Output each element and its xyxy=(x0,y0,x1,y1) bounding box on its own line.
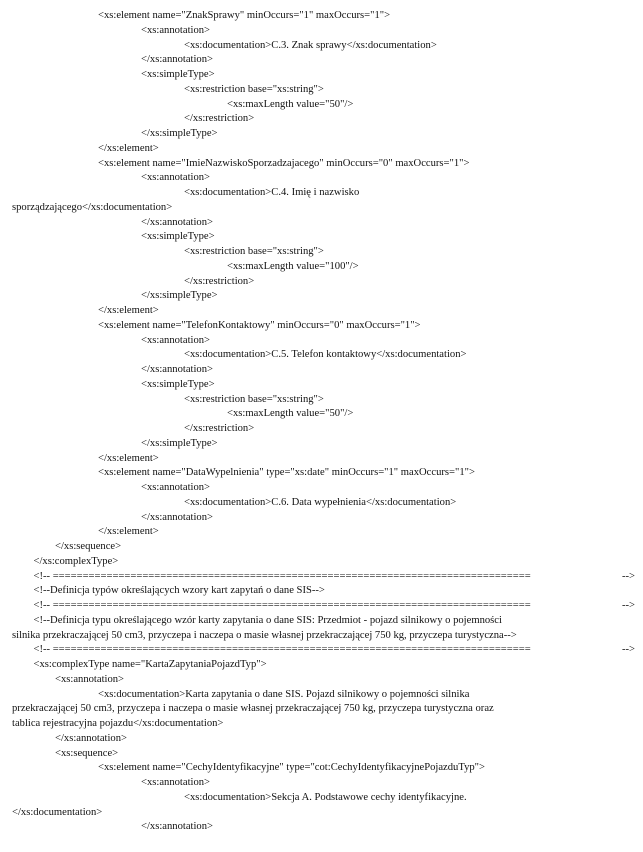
code-line: <xs:documentation>Sekcja A. Podstawowe cechy identyfikacyjne. xyxy=(184,791,467,803)
code-line: <xs:documentation>C.3. Znak sprawy</xs:documentation> xyxy=(184,39,437,51)
code-line: </xs:element> xyxy=(98,526,159,538)
code-line: </xs:simpleType> xyxy=(141,437,218,449)
code-line: <xs:annotation> xyxy=(141,482,211,493)
code-line: <xs:restriction base="xs:string"> xyxy=(184,83,324,95)
code-line: </xs:annotation> xyxy=(141,54,213,66)
code-line: </xs:simpleType> xyxy=(141,290,218,302)
code-line: </xs:restriction> xyxy=(184,275,255,287)
code-line: <xs:documentation>C.5. Telefon kontaktowy</xs:documentation> xyxy=(184,349,467,361)
code-line: przekraczającej 50 cm3, przyczepa i naczepa o masie własnej przekraczającej 750 kg, przyczepa turystyczna oraz xyxy=(12,703,494,715)
code-line: <!--Definicja typu określającego wzór karty zapytania o dane SIS: Przedmiot - pojazd silnikowy o pojemności xyxy=(33,614,502,626)
code-line: <xs:element name="DataWypelnienia" type="xs:date" minOccurs="1" maxOccurs="1"> xyxy=(98,467,475,479)
code-line: <!--Definicja typów określających wzory kart zapytań o dane SIS--> xyxy=(33,585,325,597)
code-line: </xs:restriction> xyxy=(184,423,255,434)
comment-separator: <!-- ================================================================================ xyxy=(33,570,531,582)
code-line: <xs:annotation> xyxy=(55,673,125,685)
code-line: </xs:complexType> xyxy=(33,555,119,567)
code-line xyxy=(34,599,636,614)
code-line: </xs:element> xyxy=(98,305,159,316)
code-line: </xs:restriction> xyxy=(184,113,255,125)
comment-close: --> xyxy=(621,644,635,656)
code-line: sporządzającego</xs:documentation> xyxy=(12,201,173,213)
code-line: <xs:sequence> xyxy=(55,747,119,759)
code-line: <xs:complexType name="KartaZapytaniaPojazdTyp"> xyxy=(33,659,267,670)
code-line: <xs:element name="ZnakSprawy" minOccurs="1" maxOccurs="1"> xyxy=(98,10,391,21)
comment-close: --> xyxy=(621,570,635,582)
code-line: <xs:documentation>C.6. Data wypełnienia</xs:documentation> xyxy=(184,496,457,508)
code-line: </xs:documentation> xyxy=(12,806,103,818)
code-line: <xs:restriction base="xs:string"> xyxy=(184,393,324,405)
code-line: </xs:element> xyxy=(98,452,159,464)
code-line: </xs:sequence> xyxy=(55,541,122,552)
code-line: <xs:maxLength value="50"/> xyxy=(227,98,354,110)
code-line xyxy=(34,643,636,658)
comment-close: --> xyxy=(621,600,635,611)
code-line: <xs:element name="ImieNazwiskoSporzadzajacego" minOccurs="0" maxOccurs="1"> xyxy=(98,157,470,169)
code-line: </xs:simpleType> xyxy=(141,128,218,139)
code-line: silnika przekraczającej 50 cm3, przyczepa i naczepa o masie własnej przekraczającej 750 kg, przyczepa turystyczna--> xyxy=(12,629,517,641)
code-line xyxy=(34,570,636,585)
code-line: </xs:annotation> xyxy=(55,732,127,744)
code-line: <xs:element name="TelefonKontaktowy" minOccurs="0" maxOccurs="1"> xyxy=(98,319,421,331)
code-line: <xs:maxLength value="100"/> xyxy=(227,260,359,272)
code-line: </xs:element> xyxy=(98,142,159,154)
comment-separator: <!-- ================================================================================ xyxy=(33,600,531,611)
comment-separator: <!-- ================================================================================ xyxy=(33,644,531,656)
code-line: </xs:annotation> xyxy=(141,821,213,833)
code-line: <xs:documentation>Karta zapytania o dane SIS. Pojazd silnikowy o pojemności silnika xyxy=(98,688,470,700)
code-line: </xs:annotation> xyxy=(141,511,213,523)
code-line: </xs:annotation> xyxy=(141,216,213,228)
code-line: tablica rejestracyjna pojazdu</xs:documentation> xyxy=(12,718,224,729)
code-line: <xs:documentation>C.4. Imię i nazwisko xyxy=(184,187,360,198)
code-line: <xs:annotation> xyxy=(141,172,211,184)
code-line: <xs:simpleType> xyxy=(141,378,215,390)
code-line: <xs:element name="CechyIdentyfikacyjne" type="cot:CechyIdentyfikacyjnePojazduTyp"> xyxy=(98,762,485,774)
code-line: <xs:annotation> xyxy=(141,24,211,36)
code-line: </xs:annotation> xyxy=(141,364,213,375)
code-line: <xs:annotation> xyxy=(141,777,211,788)
code-line: <xs:simpleType> xyxy=(141,231,215,243)
code-line: <xs:annotation> xyxy=(141,334,211,346)
code-line: <xs:maxLength value="50"/> xyxy=(227,408,354,420)
code-line: <xs:simpleType> xyxy=(141,69,215,80)
code-line: <xs:restriction base="xs:string"> xyxy=(184,246,324,257)
